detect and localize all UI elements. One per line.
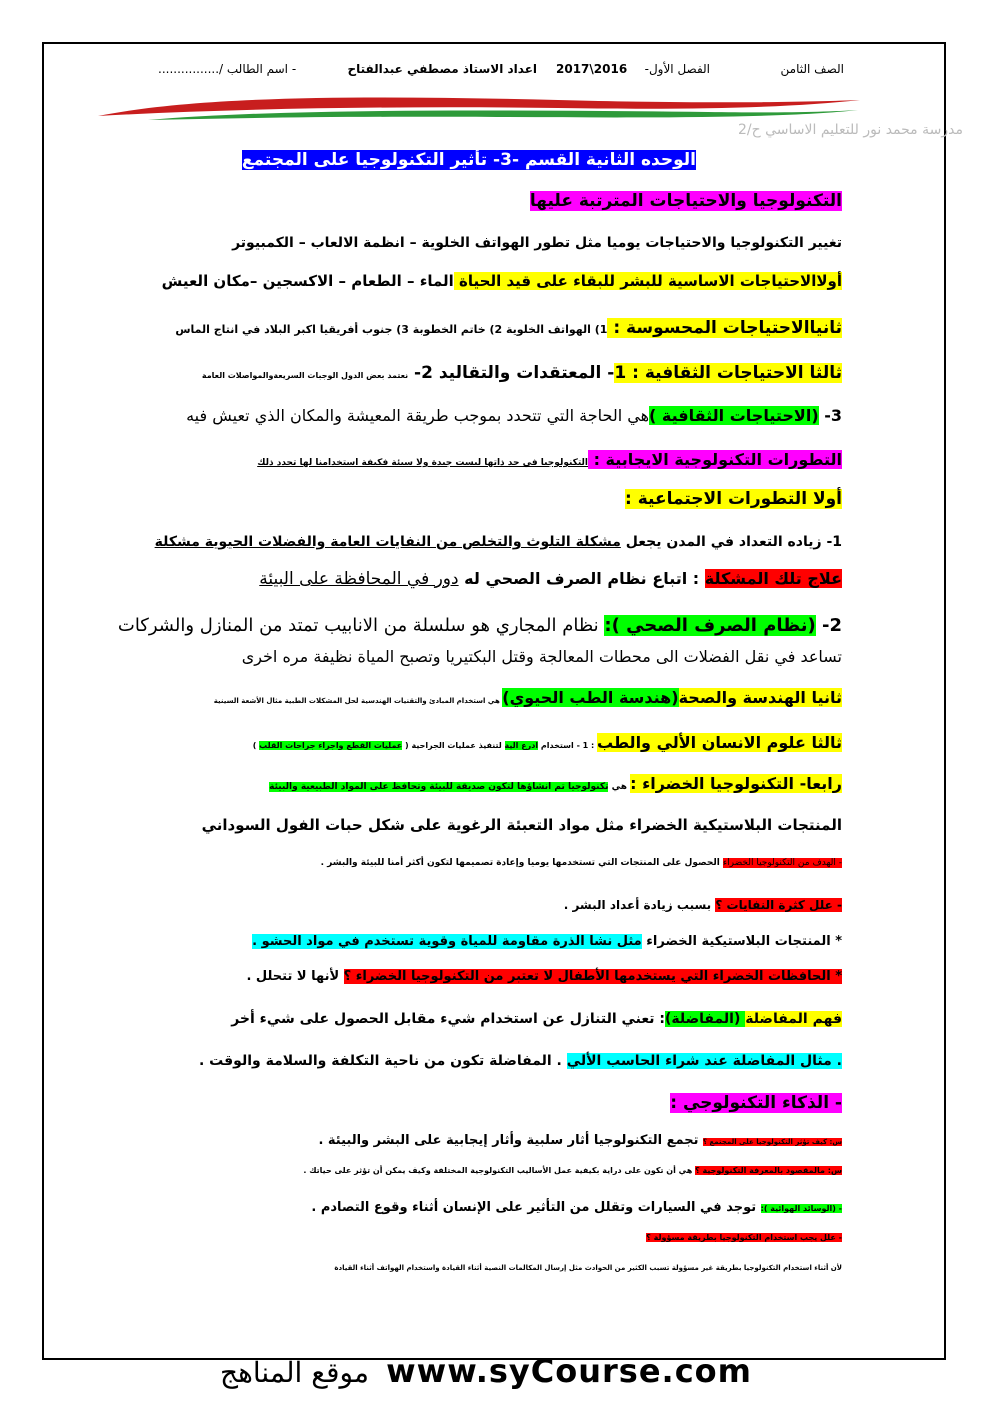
term-label: الفصل الأول-	[644, 62, 710, 76]
school-name: مدرسة محمد نور للتعليم الاساسي ح/2	[738, 122, 963, 138]
line-diapers: * الحافظات الخضراء التي يستخدمها الأطفال لا تعتبر من التكنولوجيا الخضراء ؟ لأنها لا تتحلل .	[246, 969, 842, 984]
line-responsible-use-question: - علل يجب استخدام التكنولوجيا بطريقة مسؤولة ؟	[646, 1233, 842, 1242]
student-name-field: - اسم الطالب /................	[158, 62, 297, 76]
line-green-technology: رابعا- التكنولوجيا الخضراء : هي تكنولوجيا تم انشاؤها لتكون صديقة للبيئة وتحافظ على المواد الطبيعية والبيئة	[269, 774, 842, 793]
line-responsible-use-answer: لأن أثناء استخدام التكنولوجيا بطريقة غير مسؤولة تسبب الكثير من الحوادث مثل إرسال المكالمات النصية أثناء القيادة واستخدام الهواتف أثناء القيادة	[334, 1264, 842, 1272]
footer-watermark	[220, 1352, 752, 1390]
line-tech-changes: تغيير التكنولوجيا والاحتياجات يوميا مثل تطور الهواتف الخلوية – انظمة الالعاب – الكمبيوتر	[232, 235, 842, 251]
line-airbags: - (الوسائد الهوائية ): توجد في السيارات وتقلل من التأثير على الإنسان أثناء وقوع التصادم .	[311, 1200, 842, 1215]
section-tech-literacy: - الذكاء التكنولوجي :	[670, 1093, 842, 1113]
page-title: الوحده الثانية القسم -3- تأثير التكنولوجيا على المجتمع	[241, 150, 696, 170]
line-basic-needs: أولاالاحتياجات الاساسية للبشر للبقاء على قيد الحياة الماء – الطعام – الاكسجين –مكان العيش	[161, 272, 842, 290]
line-sewage-system: 2- (نظام الصرف الصحي ): نظام المجاري هو سلسلة من الانابيب تمتد من المنازل والشركات	[117, 615, 842, 636]
line-sewage-continued: تساعد في نقل الفضلات الى محطات المعالجة وقتل البكتيريا وتصبح المياة نظيفة مره اخرى	[241, 647, 842, 666]
line-corn-starch: * المنتجات البلاستيكية الخضراء مثل نشا الذرة مقاومة للمياة وقوية تستخدم في مواد الحشو .	[252, 934, 842, 949]
line-tradeoff: فهم المفاضلة (المفاضلة): تعني التنازل عن استخدام شيء مقابل الحصول على شيء أخر	[231, 1011, 842, 1027]
line-green-tech-goal: - الهدف من التكنولوجيا الخضراء الحصول على المنتجات التي تستخدمها يوميا وإعادة تصميمها لتكون أكثر أمنا للبيئة والبشر .	[320, 858, 842, 868]
section-social-developments: أولا التطورات الاجتماعية :	[625, 489, 842, 509]
line-robotics-medicine: ثالثا علوم الانسان الألي والطب : 1 - استخدام ادرع الية لتنفيذ عمليات الجراحية ( عمليات القطع واجراء جراحات القلب )	[252, 733, 842, 752]
school-banner	[88, 94, 963, 140]
grade-label: الصف الثامن	[780, 62, 844, 76]
line-positive-developments: التطورات التكنولوجية الايجابية : التكنولوجيا في حد ذاتها ليست جيدة ولا سيئة فكيفة استخدامنا لها تحدد ذلك	[257, 450, 842, 469]
line-biomedical-engineering: ثانيا الهندسة والصحة(هندسة الطب الحيوي) هي استخدام المبادئ والتقنيات الهندسية لحل المشكلات الطبية مثال الأشعة السينية	[213, 688, 842, 707]
line-waste-question: - علل كثرة النفايات ؟ بسبب زيادة أعداد البشر .	[563, 898, 842, 912]
line-tech-knowledge: س: مالمقصود بالمعرفة التكنولوجية ؟ هي أن تكون على دراية بكيفية عمل الأساليب التكنولوجية المختلفة وكيف يمكن أن تؤثر على حياتك .	[303, 1166, 842, 1175]
year-label: 2017\2016	[556, 62, 628, 76]
line-tech-impact: س: كيف تؤثر التكنولوجيا على المجتمع ؟ تجمع التكنولوجيا أثار سلبية وأثار إيجابية على البشر والبيئة .	[318, 1133, 842, 1148]
line-problem-solution: علاج تلك المشكلة : اتباع نظام الصرف الصحي له دور في المحافظة على البيئة	[259, 569, 842, 589]
line-tradeoff-example: . مثال المفاضلة عند شراء الحاسب الألي . المفاضلة تكون من ناحية التكلفة والسلامة والوقت .	[198, 1053, 842, 1069]
line-green-plastics: المنتجات البلاستيكية الخضراء مثل مواد التعبئة الرغوية على شكل حبات الفول السوداني	[201, 816, 842, 834]
footer-site-url[interactable]: www.syCourse.com	[386, 1352, 752, 1390]
section-tech-needs: التكنولوجيا والاحتياجات المترتبة عليها	[529, 191, 842, 211]
line-population-growth: 1- زياده التعداد في المدن يجعل مشكلة التلوث والتخلص من النفايات العامة والفضلات الحيوية مشكلة	[154, 534, 842, 550]
line-cultural-needs: ثالثا الاحتياجات الثقافية : 1- المعتقدات والتقاليد 2- نعتمد بعض الدول الوجبات السريعةوالمواصلات العامة	[201, 363, 842, 383]
footer-site-label: موقع المناهج	[220, 1356, 369, 1389]
author-label: اعداد الاستاذ مصطفي عبدالفتاح	[347, 62, 537, 76]
line-cultural-definition: 3- (الاحتياجات الثقافية )هي الحاجة التي تتحدد بموجب طريقة المعيشة والمكان الذي تعيش فيه	[186, 406, 842, 425]
line-tangible-needs: ثانياالاحتياجات المحسوسة : 1) الهواتف الخلوية 2) خاتم الخطوبة 3) جنوب أفريقيا اكبر البلاد في انتاج الماس	[175, 318, 842, 338]
